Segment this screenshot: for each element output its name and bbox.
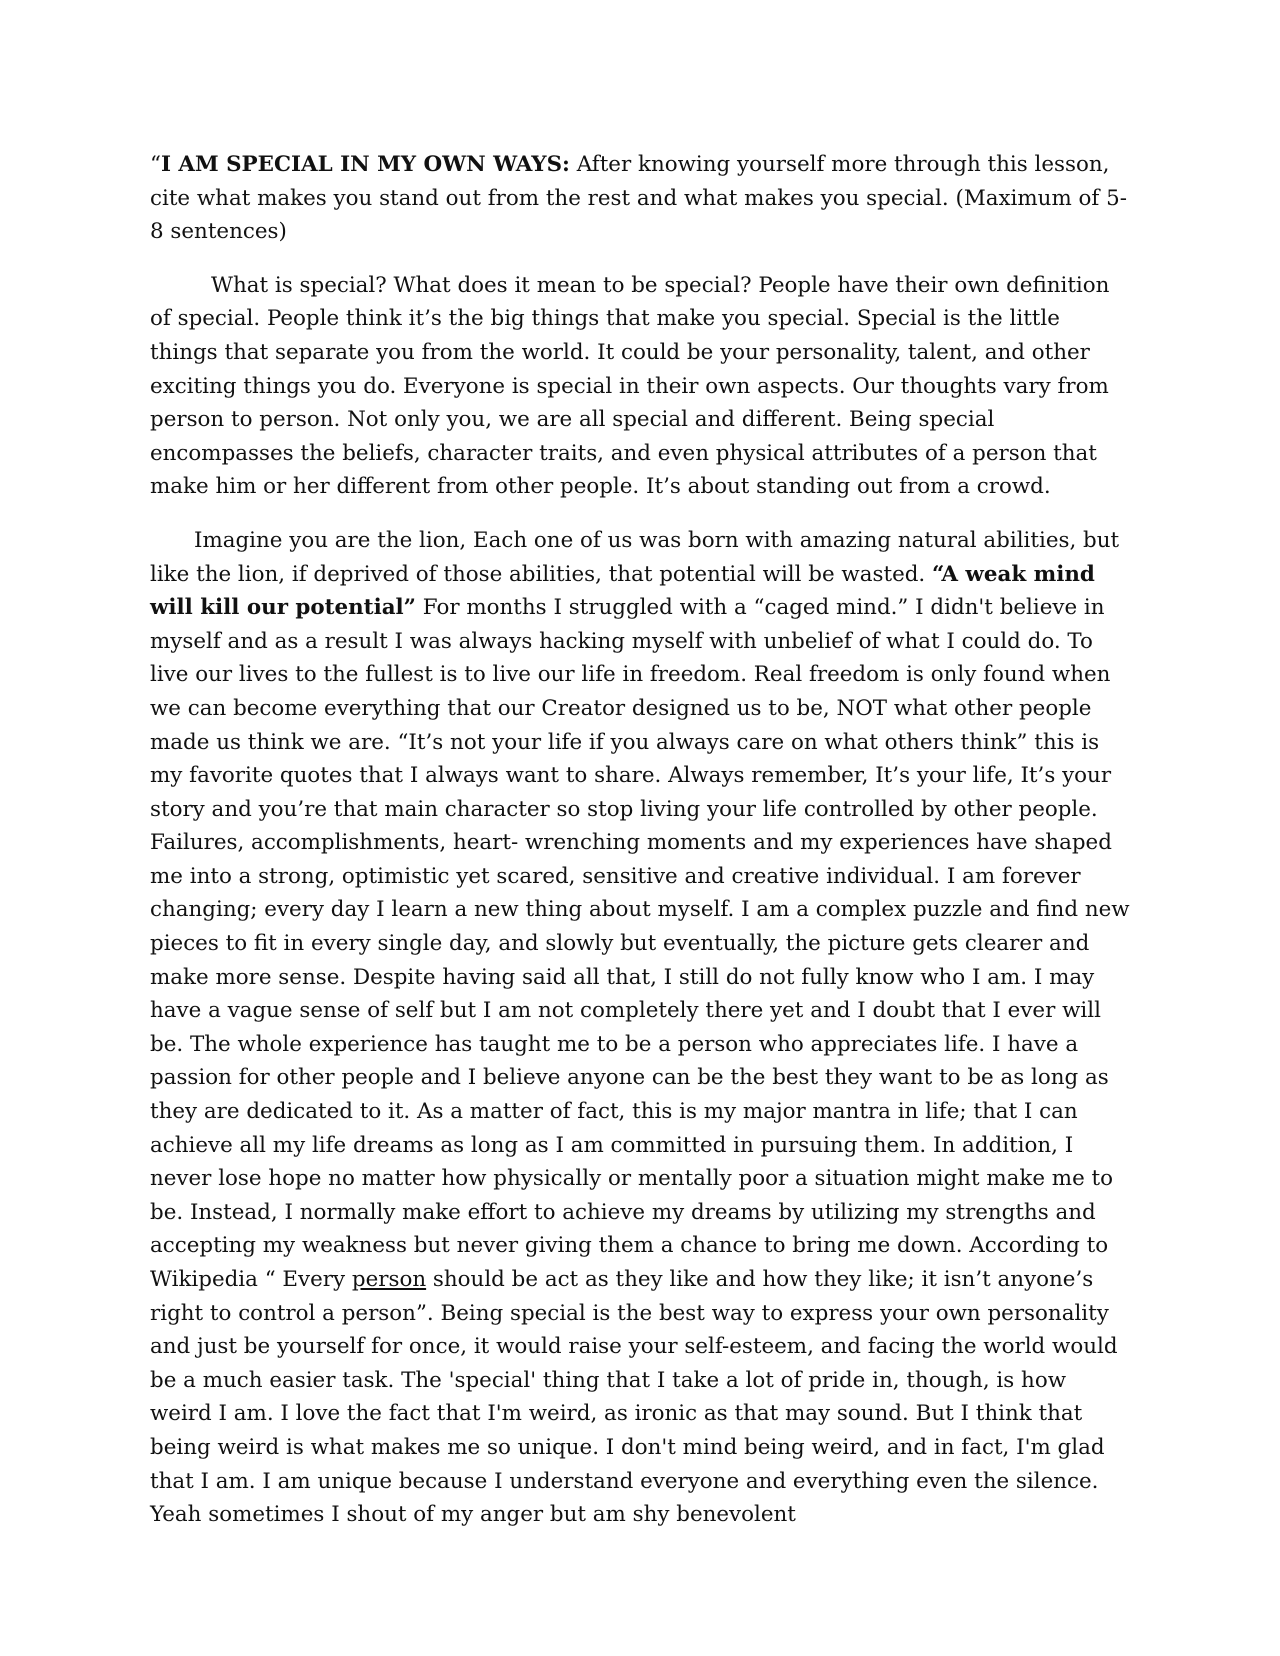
prompt-paragraph xyxy=(150,148,1130,249)
prompt-open-quote: “ xyxy=(150,152,161,177)
document-page xyxy=(150,148,1130,1532)
paragraph-2-part-a: Imagine you are the lion, Each one of us was born with amazing natural abilities, but like the lion, if deprived of those abilities, that potential will be wasted. xyxy=(150,527,1120,587)
underlined-word: person xyxy=(351,1267,427,1292)
bold-quote: “A weak mind will kill our potential” xyxy=(150,561,1095,621)
paragraph-2-part-b: For months I struggled with a “caged mind.” I didn't believe in myself and as a result I was always hacking myself with unbelief of what I could do. To live our lives to the fullest is to live our life in freedom. Real freedom is only found when we can become everything that our Creator designed us to be, NOT what other people made us think we are. “It’s not your life if you always care on what others think” this is my favorite quotes that I always want to share. Always remember, It’s your life, It’s your story and you’re that main character so stop living your life controlled by other people. Failures, accomplishments, heart- wrenching moments and my experiences have shaped me into a strong, optimistic yet scared, sensitive and creative individual. I am forever changing; every day I learn a new thing about myself. I am a complex puzzle and find new pieces to fit in every single day, and slowly but eventually, the picture gets clearer and make more sense. Despite having said all that, I still do not fully know who I am. I may have a vague sense of self but I am not completely there yet and I doubt that I ever will be. The whole experience has taught me to be a person who appreciates life. I have a passion for other people and I believe anyone can be the best they want to be as long as they are dedicated to it. As a matter of fact, this is my major mantra in life; that I can achieve all my life dreams as long as I am committed in pursuing them. In addition, I never lose hope no matter how physically or mentally poor a situation might make me to be. Instead, I normally make effort to achieve my dreams by utilizing my strengths and accepting my weakness but never giving them a chance to bring me down. According to Wikipedia “ Every xyxy=(150,595,1130,1292)
body-paragraph-2 xyxy=(150,524,1130,1532)
prompt-instruction: After knowing yourself more through this lesson, cite what makes you stand out from the rest and what makes you special. (Maximum of 5-8 sentences) xyxy=(150,152,1127,245)
prompt-title: I AM SPECIAL IN MY OWN WAYS: xyxy=(160,152,570,177)
body-paragraph-1: What is special? What does it mean to be special? People have their own definition of special. People think it’s the big things that make you special. Special is the little things that separate you from the world. It could be your personality, talent, and other exciting things you do. Everyone is special in their own aspects. Our thoughts vary from person to person. Not only you, we are all special and different. Being special encompasses the beliefs, character traits, and even physical attributes of a person that make him or her different from other people. It’s about standing out from a crowd. xyxy=(150,272,1110,500)
paragraph-2-part-c: should be act as they like and how they like; it isn’t anyone’s right to control a person”. Being special is the best way to express your own personality and just be yourself for once, it would raise your self-esteem, and facing the world would be a much easier task. The 'special' thing that I take a lot of pride in, though, is how weird I am. I love the fact that I'm weird, as ironic as that may sound. But I think that being weird is what makes me so unique. I don't mind being weird, and in fact, I'm glad that I am. I am unique because I understand everyone and everything even the silence. Yeah sometimes I shout of my anger but am shy benevolent xyxy=(150,1267,1118,1528)
